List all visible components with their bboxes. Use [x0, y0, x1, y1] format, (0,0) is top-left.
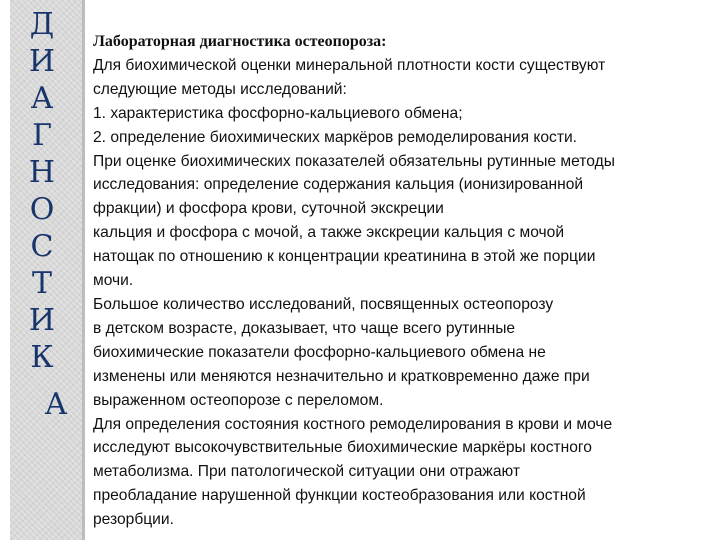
title-letter: Т — [31, 266, 52, 301]
title-letter: К — [30, 340, 54, 375]
text-line: 2. определение биохимических маркёров ремоделирования кости. — [93, 128, 577, 146]
text-line: Для определения состояния костного ремоделирования в крови и моче — [93, 415, 613, 433]
text-line: следующие методы исследований: — [93, 80, 347, 98]
text-line: резорбции. — [93, 511, 174, 529]
text-line: При оценке биохимических показателей обязательны рутинные методы — [93, 152, 615, 170]
side-panel-edge — [82, 0, 85, 540]
text-line: изменены или меняются незначительно и кратковременно даже при — [93, 367, 590, 385]
text-line: фракции) и фосфора крови, суточной экскреции — [93, 200, 444, 218]
title-letter: А — [30, 81, 54, 116]
body-text — [93, 30, 715, 532]
text-line: преобладание нарушенной функции костеобразования или костной — [93, 487, 586, 505]
text-line: в детском возрасте, доказывает, что чаще всего рутинные — [93, 319, 516, 337]
text-line: кальция и фосфора с мочой, а также экскреции кальция с мочой — [93, 224, 565, 242]
title-letter: Д — [29, 7, 55, 42]
text-line: натощак по отношению к концентрации креатинина в этой же порции — [93, 248, 596, 266]
text-line: исследования: определение содержания кальция (ионизированной — [93, 176, 584, 194]
title-letter: О — [29, 192, 55, 227]
text-line: выраженном остеопорозе с переломом. — [93, 391, 384, 409]
title-letter: А — [44, 387, 68, 422]
text-line: 1. характеристика фосфорно-кальциевого обмена; — [93, 104, 463, 122]
text-line: Для биохимической оценки минеральной плотности кости существуют — [93, 56, 606, 74]
text-line: Большое количество исследований, посвященных остеопорозу — [93, 295, 554, 313]
title-letter: С — [30, 229, 54, 264]
text-line: метаболизма. При патологической ситуации они отражают — [93, 463, 520, 481]
title-letter: И — [28, 303, 56, 338]
vertical-title — [10, 6, 82, 540]
title-letter: Г — [32, 118, 52, 153]
text-line: мочи. — [93, 272, 134, 290]
text-line: исследуют высокочувствительные биохимические маркёры костного — [93, 439, 592, 457]
title-letter: И — [28, 44, 56, 79]
title-letter: Н — [28, 155, 56, 190]
text-line: биохимические показатели фосфорно-кальциевого обмена не — [93, 343, 546, 361]
section-heading: Лабораторная диагностика остеопороза: — [93, 33, 387, 50]
